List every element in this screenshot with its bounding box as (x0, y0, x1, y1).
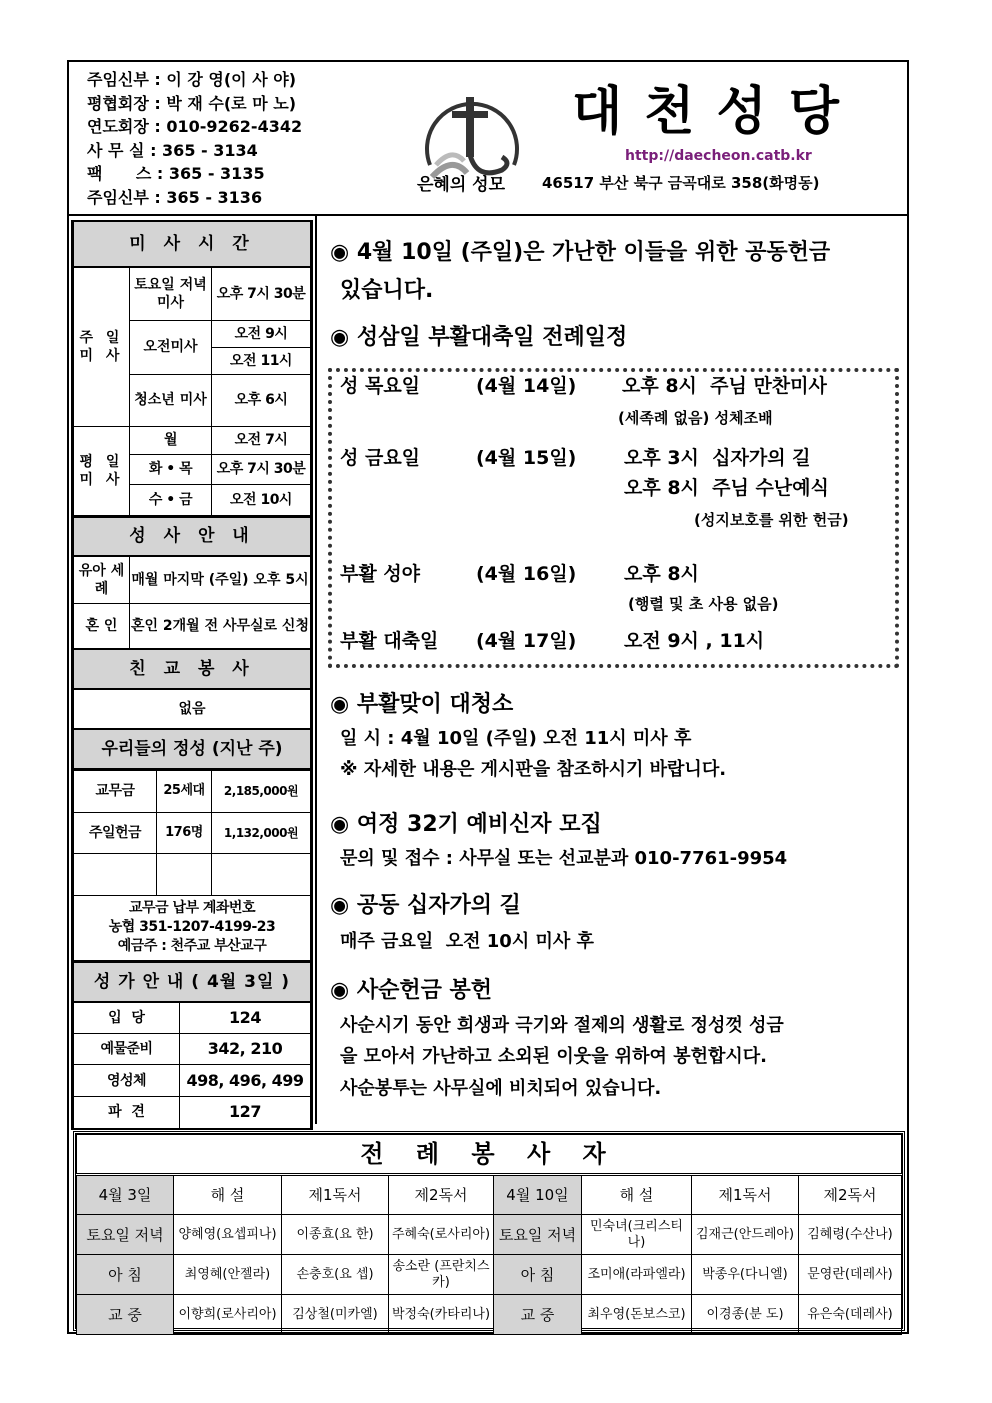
notice-heading: ◉ 부활맞이 대청소 (330, 692, 514, 717)
server-name: 최우영(돈보스코) (582, 1295, 692, 1335)
fellowship-value: 없음 (74, 689, 311, 729)
server-name: 이향희(로사리아) (174, 1295, 282, 1335)
info-line: 주임신부 : 이 강 영(이 사 야) (87, 70, 297, 89)
schedule-date: (4월 17일) (476, 630, 577, 652)
schedule-note: (세족례 없음) 성체조배 (618, 409, 773, 427)
notice-text: 일 시 : 4월 10일 (주일) 오전 11시 미사 후 (340, 728, 692, 749)
mass-time: 오후 6시 (212, 374, 311, 426)
notice-text: 사순봉투는 사무실에 비치되어 있습니다. (340, 1078, 662, 1099)
notice-heading: ◉ 성삼일 부활대축일 전례일정 (330, 325, 628, 350)
mass-times-table (73, 222, 311, 516)
weekday-mass-label: 평 일 미 사 (74, 426, 130, 515)
offering-amount: 1,132,000원 (212, 812, 311, 853)
schedule-time: 오후 8시 (624, 563, 699, 585)
server-name: 박정숙(카타리나) (389, 1295, 494, 1335)
server-name: 이경종(분 도) (692, 1295, 799, 1335)
server-name: 박종우(다니엘) (692, 1255, 799, 1295)
sacrament-info: 매월 마지막 (주일) 오후 5시 (130, 556, 311, 604)
server-name: 문영란(데레사) (799, 1255, 902, 1295)
liturgy-servers (73, 1131, 905, 1331)
servers-table (76, 1134, 902, 1335)
schedule-day: 부활 대축일 (340, 630, 439, 652)
role-header: 해 설 (582, 1175, 692, 1215)
church-title: 대천성당 (572, 82, 861, 142)
notice-heading: ◉ 공동 십자가의 길 (330, 893, 521, 918)
server-name: 양혜영(요셉피나) (174, 1215, 282, 1255)
account-line: 교무금 납부 계좌번호 (129, 900, 255, 916)
mass-name: 오전미사 (130, 320, 212, 374)
hymn-part: 영성체 (74, 1065, 180, 1097)
offering-amount: 2,185,000원 (212, 770, 311, 812)
mass-day: 수 • 금 (130, 484, 212, 515)
hymn-number: 124 (180, 1002, 311, 1034)
server-name: 이종효(요 한) (282, 1215, 389, 1255)
schedule-note: (성지보호를 위한 헌금) (694, 511, 849, 529)
mass-time: 오전 11시 (212, 347, 311, 374)
sacrament-title: 성 사 안 내 (74, 517, 311, 556)
logo-caption: 은혜의 성모 (417, 175, 506, 195)
schedule-time: 오후 3시 십자가의 길 (624, 447, 811, 469)
mass-time: 오후 7시 30분 (212, 454, 311, 484)
info-line: 사 무 실 : 365 - 3134 (87, 140, 258, 160)
server-name: 최영혜(안젤라) (174, 1255, 282, 1295)
mass-time: 오전 7시 (212, 426, 311, 454)
server-name: 송소란 (프란치스카) (389, 1255, 494, 1295)
empty-cell (157, 853, 212, 895)
account-line: 예금주 : 천주교 부산교구 (117, 938, 267, 954)
info-line: 주임신부 : 365 - 3136 (87, 187, 263, 207)
schedule-note: (행렬 및 초 사용 없음) (628, 595, 779, 613)
role-header: 해 설 (174, 1175, 282, 1215)
sacrament-table (73, 516, 311, 770)
sunday-mass-label: 주 일 미 사 (74, 267, 130, 426)
offering-type: 주일헌금 (74, 812, 157, 853)
notice-heading: ◉ 여정 32기 예비신자 모집 (330, 812, 602, 837)
mass-time: 오전 10시 (212, 484, 311, 515)
mass-label: 교 중 (494, 1295, 582, 1335)
role-header: 제2독서 (799, 1175, 902, 1215)
server-name: 김혜령(수산나) (799, 1215, 902, 1255)
hymn-part: 파 견 (74, 1097, 180, 1128)
notice-heading: 있습니다. (340, 278, 434, 303)
sidebar (71, 220, 313, 1130)
server-name: 민숙녀(크리스티나) (582, 1215, 692, 1255)
role-header: 제1독서 (282, 1175, 389, 1215)
divider (315, 216, 317, 1124)
role-header: 제2독서 (389, 1175, 494, 1215)
date-header: 4월 10일 (494, 1175, 582, 1215)
hymn-title: 성 가 안 내 ( 4월 3일 ) (74, 962, 311, 1002)
mass-label: 아 침 (77, 1255, 174, 1295)
account-info (74, 895, 311, 960)
mass-label: 토요일 저녁 (494, 1215, 582, 1255)
contact-info (87, 68, 302, 209)
website-link[interactable]: http://daecheon.catb.kr (625, 148, 812, 164)
hymn-number: 342, 210 (180, 1034, 311, 1065)
offering-count: 176명 (157, 812, 212, 853)
fellowship-title: 친 교 봉 사 (74, 649, 311, 689)
schedule-time: 오후 8시 주님 만찬미사 (622, 375, 827, 397)
server-name: 김상철(미카엘) (282, 1295, 389, 1335)
notice-heading: ◉ 사순헌금 봉헌 (330, 978, 493, 1003)
hymn-part: 예물준비 (74, 1034, 180, 1065)
hymn-number: 498, 496, 499 (180, 1065, 311, 1097)
offering-title: 우리들의 정성 (지난 주) (74, 729, 311, 769)
mass-label: 토요일 저녁 (77, 1215, 174, 1255)
mass-time: 오후 7시 30분 (212, 267, 311, 320)
mass-time: 오전 9시 (212, 320, 311, 347)
offering-table (73, 770, 311, 961)
notice-text: 을 모아서 가난하고 소외된 이웃을 위하여 봉헌합시다. (340, 1046, 767, 1067)
server-name: 주혜숙(로사리아) (389, 1215, 494, 1255)
schedule-day: 성 목요일 (340, 375, 421, 397)
offering-type: 교무금 (74, 770, 157, 812)
role-header: 제1독서 (692, 1175, 799, 1215)
server-name: 조미애(라파엘라) (582, 1255, 692, 1295)
schedule-date: (4월 16일) (476, 563, 577, 585)
header (67, 60, 909, 216)
mass-label: 아 침 (494, 1255, 582, 1295)
mass-label: 교 중 (77, 1295, 174, 1335)
sacrament-info: 혼인 2개월 전 사무실로 신청 (130, 604, 311, 649)
schedule-time: 오전 9시 , 11시 (624, 630, 765, 652)
mass-times-title: 미 사 시 간 (74, 222, 311, 267)
info-line: 팩 스 : 365 - 3135 (87, 164, 265, 183)
notice-text: 매주 금요일 오전 10시 미사 후 (340, 931, 594, 952)
schedule-time: 오후 8시 주님 수난예식 (624, 477, 829, 499)
empty-cell (74, 853, 157, 895)
sacrament-name: 유아 세례 (74, 556, 130, 604)
mass-name: 청소년 미사 (130, 374, 212, 426)
hymn-part: 입 당 (74, 1002, 180, 1034)
schedule-day: 부활 성야 (340, 563, 421, 585)
mass-name: 토요일 저녁미사 (130, 267, 212, 320)
hymn-number: 127 (180, 1097, 311, 1128)
notice-text: ※ 자세한 내용은 게시판을 참조하시기 바랍니다. (340, 759, 727, 780)
server-name: 손충호(요 셉) (282, 1255, 389, 1295)
info-line: 연도회장 : 010-9262-4342 (87, 117, 303, 136)
notice-heading: ◉ 4월 10일 (주일)은 가난한 이들을 위한 공동헌금 (330, 240, 831, 265)
schedule-date: (4월 15일) (476, 447, 577, 469)
schedule-date: (4월 14일) (476, 375, 577, 397)
offering-count: 25세대 (157, 770, 212, 812)
empty-cell (212, 853, 311, 895)
mass-day: 월 (130, 426, 212, 454)
schedule-day: 성 금요일 (340, 447, 421, 469)
mass-day: 화 • 목 (130, 454, 212, 484)
notice-text: 문의 및 접수 : 사무실 또는 선교분과 010-7761-9954 (340, 848, 788, 869)
info-line: 평협회장 : 박 재 수(로 마 노) (87, 93, 297, 113)
account-line: 농협 351-1207-4199-23 (108, 919, 276, 935)
servers-title: 전 례 봉 사 자 (77, 1135, 902, 1175)
date-header: 4월 3일 (77, 1175, 174, 1215)
server-name: 유은숙(데레사) (799, 1295, 902, 1335)
hymn-table (73, 961, 311, 1128)
server-name: 김재근(안드레아) (692, 1215, 799, 1255)
notice-text: 사순시기 동안 희생과 극기와 절제의 생활로 정성껏 성금 (340, 1015, 784, 1036)
sacrament-name: 혼 인 (74, 604, 130, 649)
address: 46517 부산 북구 금곡대로 358(화명동) (542, 174, 820, 192)
